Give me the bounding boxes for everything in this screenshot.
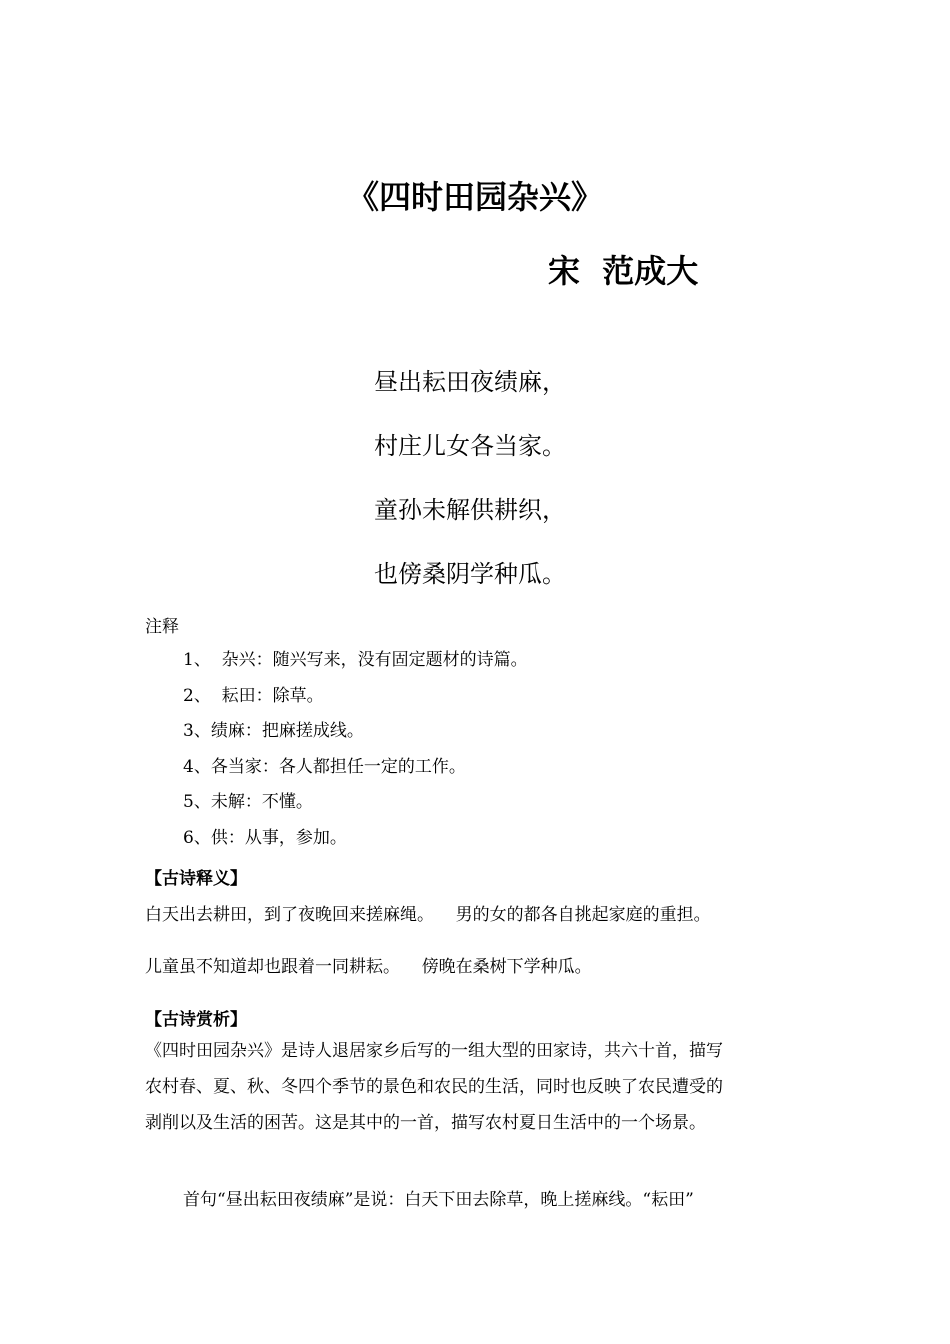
- note-item: 4、各当家：各人都担任一定的工作。: [183, 756, 466, 777]
- poem-line: 童孙未解供耕织，: [374, 496, 566, 524]
- appreciation-continuation: 首句“昼出耘田夜绩麻”是说：白天下田去除草，晚上搓麻线。“耘田”: [183, 1190, 694, 1210]
- note-item: 5、未解：不懂。: [183, 792, 313, 813]
- appreciation-line: 剥削以及生活的困苦。这是其中的一首，描写农村夏日生活中的一个场景。: [145, 1113, 706, 1133]
- poem-line: 村庄儿女各当家。: [374, 432, 566, 460]
- notes-heading: 注释: [145, 617, 179, 637]
- poem-body: [374, 362, 566, 618]
- poem-line: 昼出耘田夜绩麻，: [374, 368, 566, 396]
- interpretation-line: 儿童虽不知道却也跟着一同耕耘。 傍晚在桑树下学种瓜。: [145, 957, 592, 977]
- interpretation-line: 白天出去耕田，到了夜晚回来搓麻绳。 男的女的都各自挑起家庭的重担。: [145, 905, 711, 925]
- appreciation-line: 农村春、夏、秋、冬四个季节的景色和农民的生活，同时也反映了农民遭受的: [145, 1077, 723, 1097]
- poem-line: 也傍桑阴学种瓜。: [374, 560, 566, 588]
- poem-title: 《四时田园杂兴》: [346, 178, 603, 216]
- note-item: 1、 杂兴：随兴写来，没有固定题材的诗篇。: [183, 650, 528, 670]
- note-item: 3、绩麻：把麻搓成线。: [183, 721, 364, 742]
- note-item: 2、 耘田：除草。: [183, 685, 324, 706]
- interpretation-heading: 【古诗释义】: [145, 869, 247, 889]
- notes-list: [183, 647, 528, 861]
- appreciation-paragraph: [145, 1033, 810, 1141]
- note-item: 6、供：从事，参加。: [183, 827, 347, 848]
- appreciation-heading: 【古诗赏析】: [145, 1010, 247, 1030]
- poem-author: 宋 范成大: [548, 252, 699, 290]
- appreciation-line: 《四时田园杂兴》是诗人退居家乡后写的一组大型的田家诗，共六十首，描写: [145, 1041, 723, 1061]
